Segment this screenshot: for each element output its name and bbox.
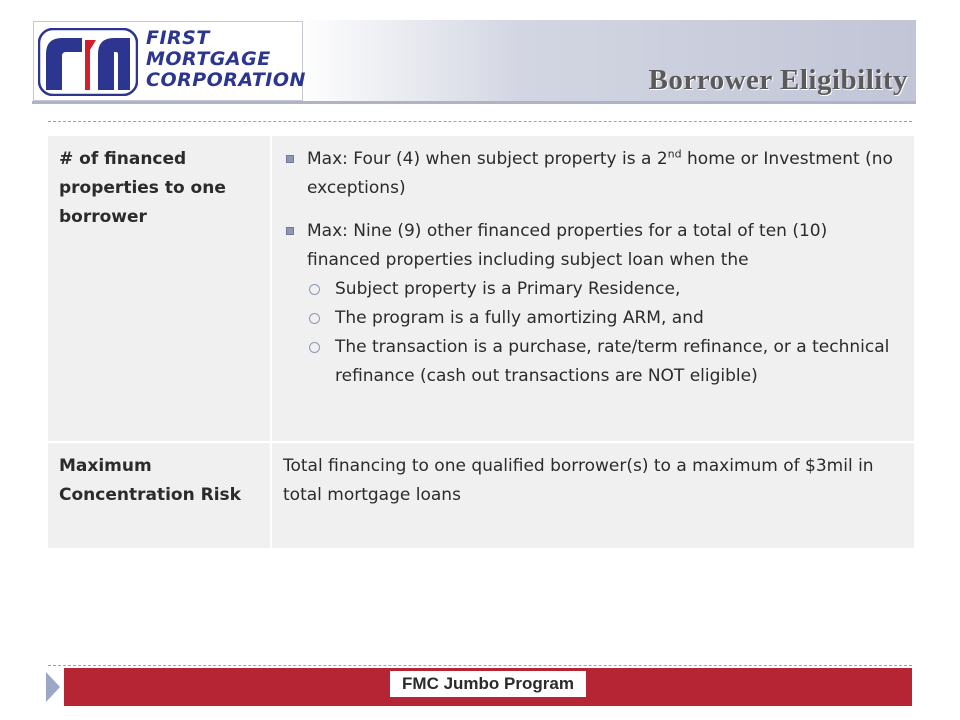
bullet-text: Max: Nine (9) other financed properties for a total of ten (10) financed properties including subject loan when the	[307, 221, 828, 270]
sub-item-text: Subject property is a Primary Residence,	[335, 279, 681, 299]
footer-label: FMC Jumbo Program	[390, 671, 586, 697]
bottom-divider	[48, 665, 912, 666]
sub-item-text: The transaction is a purchase, rate/term refinance, or a technical refinance (cash out transactions are NOT eligible)	[335, 337, 890, 386]
bullet-text-end: home or Investment (no exceptions)	[307, 149, 893, 198]
logo-line-3: CORPORATION	[146, 69, 306, 91]
page-title: Borrower Eligibility	[648, 64, 908, 96]
row-label: Maximum Concentration Risk	[48, 442, 271, 549]
circle-bullet-icon	[309, 342, 320, 353]
sub-list-item	[307, 275, 898, 304]
sub-list-item	[307, 333, 898, 391]
bullet-item	[283, 145, 898, 203]
logo-line-1: FIRST	[146, 27, 210, 49]
ordinal-superscript: nd	[667, 147, 682, 161]
logo-line-2: MORTGAGE	[146, 48, 271, 70]
sub-item-text: The program is a fully amortizing ARM, and	[335, 308, 704, 328]
table-row	[48, 442, 914, 549]
square-bullet-icon	[286, 155, 294, 163]
row-content	[271, 136, 914, 442]
logo-mark-icon	[38, 28, 138, 96]
circle-bullet-icon	[309, 313, 320, 324]
sub-bullet-list	[283, 275, 898, 391]
chevron-right-icon	[45, 671, 61, 703]
row-label: # of financed properties to one borrower	[48, 136, 271, 442]
row-content: Total financing to one qualified borrower(s) to a maximum of $3mil in total mortgage loans	[271, 442, 914, 549]
sub-list-item	[307, 304, 898, 333]
top-divider	[48, 121, 912, 122]
table-row	[48, 136, 914, 442]
logo-wordmark	[146, 27, 306, 91]
circle-bullet-icon	[309, 284, 320, 295]
bullet-list	[283, 145, 898, 275]
footer-bar	[64, 668, 912, 706]
bullet-item	[283, 217, 898, 275]
eligibility-table	[48, 136, 914, 550]
bullet-text-start: Max: Four (4) when subject property is a 2	[307, 149, 668, 169]
square-bullet-icon	[286, 227, 294, 235]
header-underline	[32, 101, 916, 104]
